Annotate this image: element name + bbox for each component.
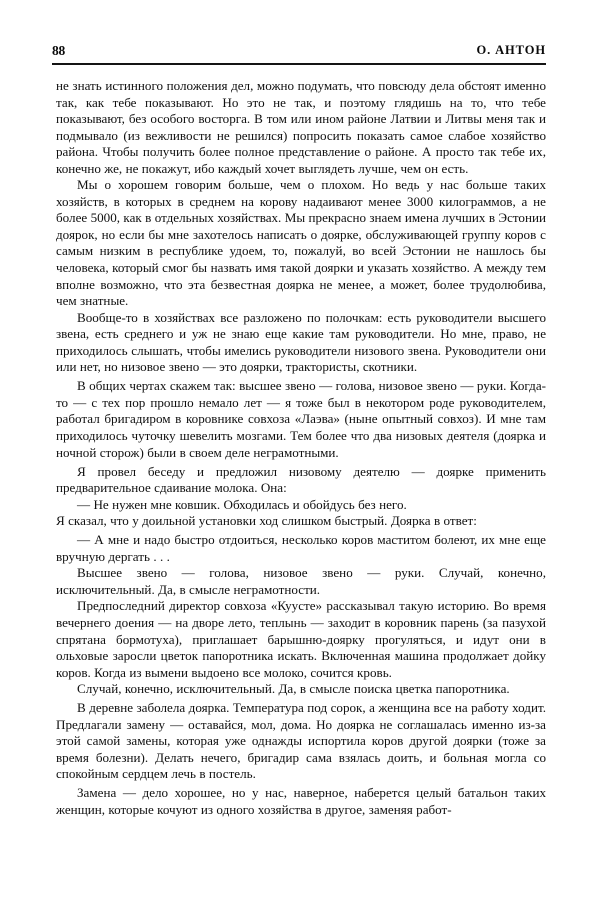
paragraph: Случай, конечно, исключительный. Да, в смысле поиска цветка папоротника.	[77, 681, 510, 697]
paragraph-continued: Замена — дело хорошее, но у нас, наверное, наберется целый батальон таких женщин, которые кочуют из одного хозяйства в другое, заменяя работ-	[56, 785, 546, 818]
paragraph: В общих чертах скажем так: высшее звено — голова, низовое звено — руки. Когда-то — с тех пор прошло немало лет — я тоже был в некотором роде руководителем, работал бригадиром в коровнике совхоза «Лаэва» (ныне опытный совхоз). И мне там приходилось чуточку шевелить мозгами. Тем более что два низовых деятеля (доярка и ночной сторож) были в своем деле неграмотными.	[56, 378, 546, 460]
paragraph: не знать истинного положения дел, можно подумать, что повсюду дела обстоят именно так, как тебе показывают. Но это не так, и поэтому глядишь на то, что тебе показывают, без особого восторга. В том или ином районе Латвии и Литвы меня так и подмывало (из вежливости не решился) попросить показать самое слабое хозяйство района. Чтобы получить более полное представление о районе. А просто так тебе их, конечно же, не покажут, ибо каждый хочет выглядеть лучше, чем он есть.	[56, 78, 546, 176]
dialogue-line: — Не нужен мне ковшик. Обходилась и обойдусь без него.	[77, 496, 407, 512]
paragraph: В деревне заболела доярка. Температура под сорок, а женщина все на работу ходит. Предлагали замену — оставайся, мол, дома. Но доярка не соглашалась именно из-за этой самой замены, которая уже однажды испортила коров другой доярки (тоже за время болезни). Делать нечего, бригадир сама взялась доить, и больная могла со спокойным сердцем лечь в постель.	[56, 700, 546, 782]
paragraph: Предпоследний директор совхоза «Куусте» рассказывал такую историю. Во время вечернего доения — на дворе лето, теплынь — заходит в коровник парень (за пазухой спрятана бормотуха), приглашает барышню-доярку прогуляться, и идут они в ольховые заросли цветок папоротника искать. Включенная машина продолжает дойку коров. Когда из вымени выдоено все молоко, сочится кровь.	[56, 598, 546, 680]
paragraph: Высшее звено — голова, низовое звено — руки. Случай, конечно, исключительный. Да, в смысле неграмотности.	[56, 565, 546, 597]
running-head	[52, 44, 546, 70]
author-running-head: О. АНТОН	[476, 43, 546, 57]
paragraph: Мы о хорошем говорим больше, чем о плохом. Но ведь у нас больше таких хозяйств, в которых в среднем на корову надаивают менее 3000 килограммов, а не более 5000, как в отдельных хозяйствах. Мы прекрасно знаем имена лучших в Эстонии доярок, но если бы мне захотелось написать о доярке, обслуживающей группу коров с самым низким в республике удоем, то, пожалуй, во всей Эстонии не нашлось бы человека, который смог бы назвать имя такой доярки и указать хозяйство. А между тем вполне возможно, что эта безвестная доярка не менее, а может, более трудолюбива, чем знатные.	[56, 177, 546, 309]
paragraph: Я сказал, что у доильной установки ход слишком быстрый. Доярка в ответ:	[56, 513, 477, 529]
header-rule	[52, 63, 546, 65]
dialogue-line: — А мне и надо быстро отдоиться, несколько коров маститом болеют, их мне еще вручную дергать . . .	[56, 532, 546, 564]
page-number: 88	[52, 43, 65, 58]
paragraph: Я провел беседу и предложил низовому деятелю — доярке применить предварительное сдаивание молока. Она:	[56, 463, 546, 496]
body-text-block	[56, 78, 546, 819]
paragraph: Вообще-то в хозяйствах все разложено по полочкам: есть руководители высшего звена, есть среднего и уж не знаю еще какие там руководители. Но мне, право, не приходилось слышать, чтобы имелись руководители низового звена. Руководители они или нет, но низовое звено — это доярки, трактористы, скотники.	[56, 309, 546, 375]
